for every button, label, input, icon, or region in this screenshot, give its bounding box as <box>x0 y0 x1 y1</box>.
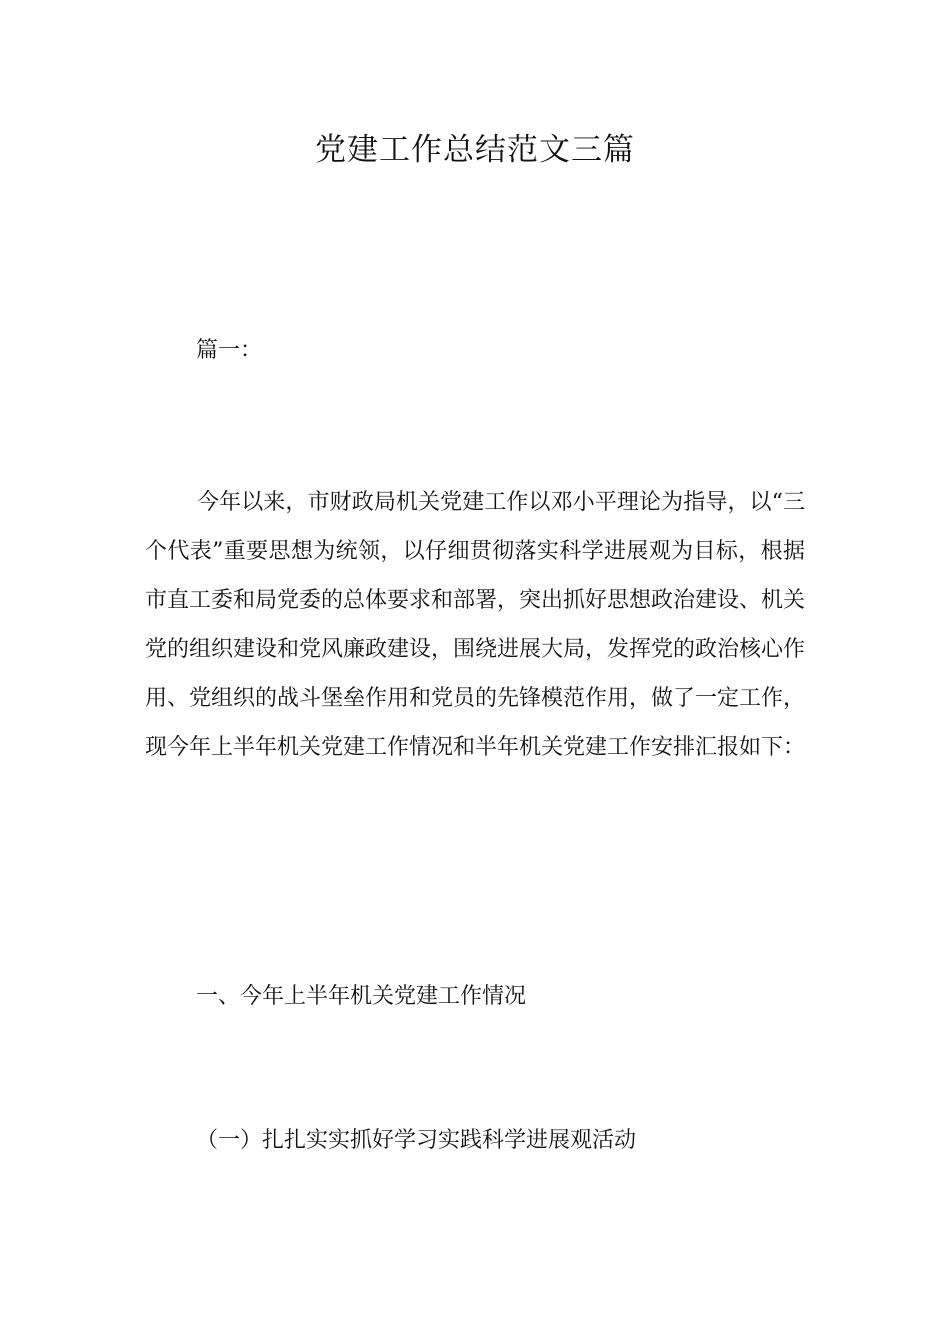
document-title: 党建工作总结范文三篇 <box>315 132 635 168</box>
section-label: 篇一： <box>196 338 263 363</box>
body-paragraph: 今年以来，市财政局机关党建工作以邓小平理论为指导，以“三个代表”重要思想为统领，以仔细贯彻落实科学进展观为目标，根据市直工委和局党委的总体要求和部署，突出抓好思想政治建设、机关党的组织建设和党风廉政建设，围绕进展大局，发挥党的政治核心作用、党组织的战斗堡垒作用和党员的先锋模范作用，做了一定工作，现今年上半年机关党建工作情况和半年机关党建工作安排汇报如下： <box>145 490 806 760</box>
subsection-heading: （一）扎扎实实抓好学习实践科学进展观活动 <box>196 1128 637 1153</box>
section-heading: 一、今年上半年机关党建工作情况 <box>196 984 527 1009</box>
